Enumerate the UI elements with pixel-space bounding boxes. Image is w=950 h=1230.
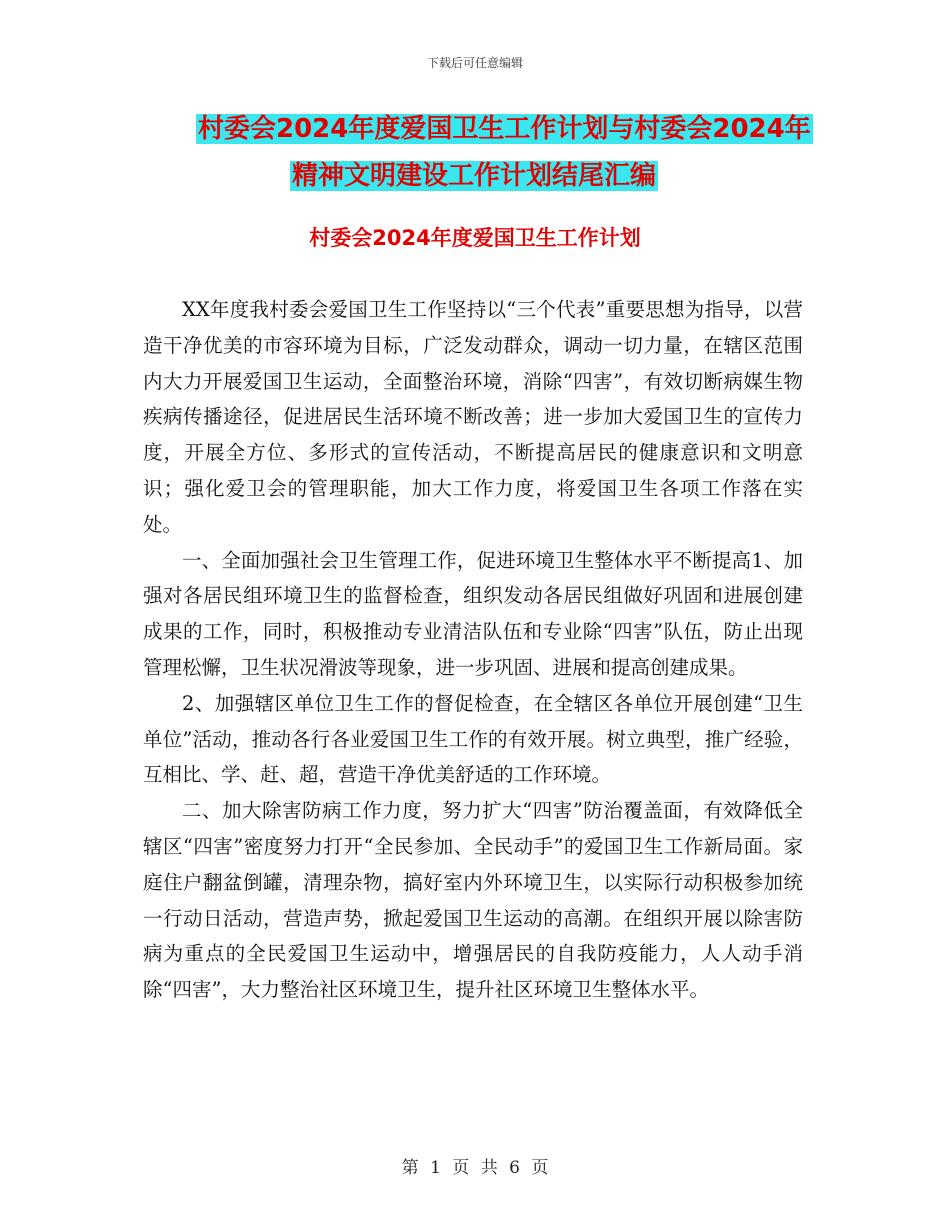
page-footer: 第 1 页 共 6 页 <box>401 1158 549 1178</box>
document-title-line-1: 村委会2024年度爱国卫生工作计划与村委会2024年 <box>198 114 811 144</box>
paragraph-item-2: 2、加强辖区单位卫生工作的督促检查，在全辖区各单位开展创建“卫生单位”活动，推动各行各业爱国卫生工作的有效开展。树立典型，推广经验，互相比、学、赶、超，营造干净优美舒适的工作环境。 <box>143 691 803 787</box>
document-title-line-2: 精神文明建设工作计划结尾汇编 <box>292 161 657 191</box>
document-title <box>140 106 810 200</box>
page-header-note: 下载后可任意编辑 <box>426 56 523 70</box>
paragraph-item-1: 一、全面加强社会卫生管理工作，促进环境卫生整体水平不断提高1、加强对各居民组环境卫生的监督检查，组织发动各居民组做好巩固和进展创建成果的工作，同时，积极推动专业清洁队伍和专业除“四害”队伍，防止出现管理松懈，卫生状况滑波等现象，进一步巩固、进展和提高创建成果。 <box>143 548 803 679</box>
paragraph-intro: XX年度我村委会爱国卫生工作坚持以“三个代表”重要思想为指导，以营造干净优美的市容环境为目标，广泛发动群众，调动一切力量，在辖区范围内大力开展爱国卫生运动，全面整治环境，消除“四害”，有效切断病媒生物疾病传播途径，促进居民生活环境不断改善；进一步加大爱国卫生的宣传力度，开展全方位、多形式的宣传活动，不断提高居民的健康意识和文明意识；强化爱卫会的管理职能，加大工作力度，将爱国卫生各项工作落在实处。 <box>143 298 803 536</box>
paragraph-item-3: 二、加大除害防病工作力度，努力扩大“四害”防治覆盖面，有效降低全辖区“四害”密度努力打开“全民参加、全民动手”的爱国卫生工作新局面。家庭住户翻盆倒罐，清理杂物，搞好室内外环境卫生，以实际行动积极参加统一行动日活动，营造声势，掀起爱国卫生运动的高潮。在组织开展以除害防病为重点的全民爱国卫生运动中，增强居民的自我防疫能力，人人动手消除“四害”，大力整治社区环境卫生，提升社区环境卫生整体水平。 <box>143 799 803 1002</box>
section-title: 村委会2024年度爱国卫生工作计划 <box>309 226 641 250</box>
document-body <box>143 292 803 1008</box>
